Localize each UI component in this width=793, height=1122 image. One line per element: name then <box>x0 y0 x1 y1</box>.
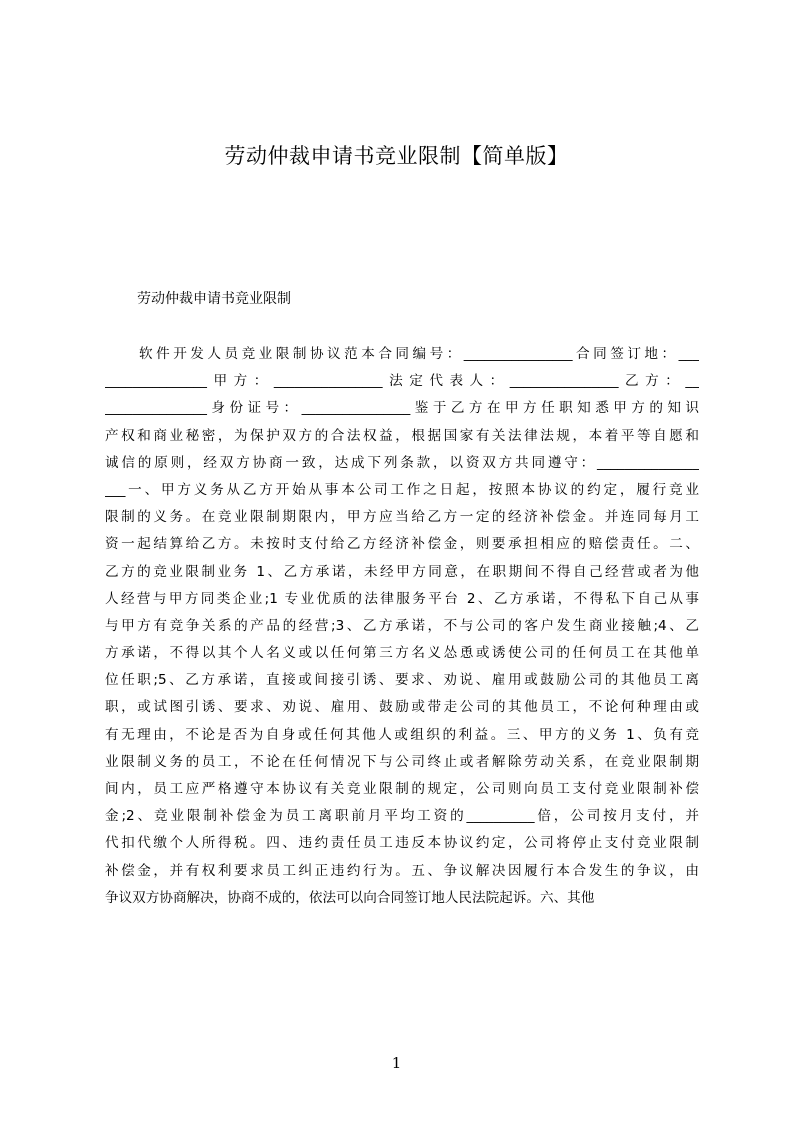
body-line: _______________身份证号：________________鉴于乙方在甲方任职知悉甲方的知识 <box>105 400 699 417</box>
body-line: 代扣代缴个人所得税。四、违约责任员工违反本协议约定，公司将停止支付竞业限制 <box>105 835 699 852</box>
body-line: 限制的义务。在竞业限制期限内，甲方应当给乙方一定的经济补偿金。并连同每月工 <box>105 509 699 526</box>
body-line: 金;2、竞业限制补偿金为员工离职前月平均工资的__________倍，公司按月支付，并 <box>105 808 699 825</box>
document-title: 劳动仲裁申请书竞业限制【简单版】 <box>224 144 569 168</box>
body-line: 职，或试图引诱、要求、劝说、雇用、鼓励或带走公司的其他员工，不论何种理由或 <box>105 699 699 716</box>
body-line: 软件开发人员竞业限制协议范本合同编号：________________合同签订地：___ <box>139 346 699 362</box>
page-number: 1 <box>391 1054 402 1072</box>
body-line: 诚信的原则，经双方协商一致，达成下列条款，以资双方共同遵守：_______________ <box>105 454 699 471</box>
body-line: 资一起结算给乙方。未按时支付给乙方经济补偿金，则要承担相应的赔偿责任。二、 <box>105 536 699 553</box>
body-line: 补偿金，并有权利要求员工纠正违约行为。五、争议解决因履行本合发生的争议，由 <box>105 862 699 879</box>
body-line: 人经营与甲方同类企业;1 专业优质的法律服务平台 2、乙方承诺，不得私下自己从事 <box>105 590 699 607</box>
body-line: 业限制义务的员工，不论在任何情况下与公司终止或者解除劳动关系，在竞业限制期 <box>105 753 699 770</box>
body-text <box>105 341 699 912</box>
body-line: 间内，员工应严格遵守本协议有关竞业限制的规定，公司则向员工支付竞业限制补偿 <box>105 781 699 797</box>
body-line: 位任职;5、乙方承诺，直接或间接引诱、要求、劝说、雇用或鼓励公司的其他员工离 <box>105 672 699 689</box>
body-line: 方承诺，不得以其个人名义或以任何第三方名义怂恿或诱使公司的任何员工在其他单 <box>105 645 699 662</box>
document-subtitle: 劳动仲裁申请书竞业限制 <box>137 291 291 307</box>
body-line: 产权和商业秘密，为保护双方的合法权益，根据国家有关法律法规，本着平等自愿和 <box>105 427 699 444</box>
body-line: ___一、甲方义务从乙方开始从事本公司工作之日起，按照本协议的约定，履行竞业 <box>105 481 699 498</box>
body-line: 争议双方协商解决，协商不成的，依法可以向合同签订地人民法院起诉。六、其他 <box>105 889 595 906</box>
body-line: _______________甲方：________________法定代表人：________________乙方：__ <box>105 373 699 390</box>
body-line: 乙方的竞业限制业务 1、乙方承诺，未经甲方同意，在职期间不得自己经营或者为他 <box>105 563 699 580</box>
body-line: 与甲方有竞争关系的产品的经营;3、乙方承诺，不与公司的客户发生商业接触;4、乙 <box>105 617 699 634</box>
body-line: 有无理由，不论是否为自身或任何其他人或组织的利益。三、甲方的义务 1、负有竞 <box>105 726 699 743</box>
